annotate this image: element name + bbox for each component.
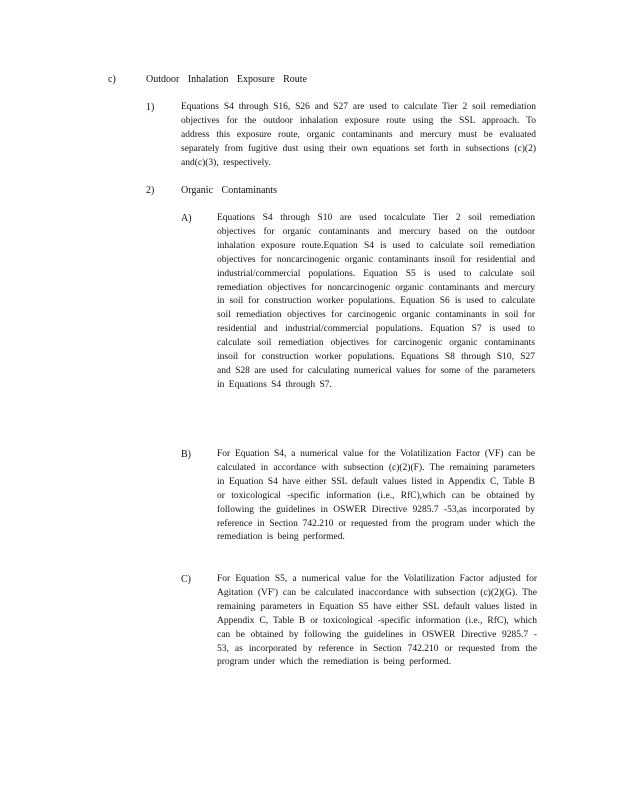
section-c-marker: c)	[108, 74, 116, 85]
item-1-paragraph: Equations S4 through S16, S26 and S27 are used to calculate Tier 2 soil remediation objectives for the outdoor inhalation exposure route using the SSL approach. To address this exposure route, organic contaminants and mercury must be evaluated separately from fugitive dust using their own equations set forth in subsections (c)(2) and(c)(3), respectively.	[181, 102, 536, 168]
section-c-title: Outdoor Inhalation Exposure Route	[146, 74, 308, 85]
item-2-title: Organic Contaminants	[181, 185, 278, 196]
item-c-paragraph: For Equation S5, a numerical value for the Volatilization Factor adjusted for Agitation (VF') can be calculated inaccordance with subsection (c)(2)(G). The remaining parameters in Equation S5 have either SSL default values listed in Appendix C, Table B or toxicological -specific information (i.e., RfC), which can be obtained by following the guidelines in OSWER Directive 9285.7 - 53, as incorporated by reference in Section 742.210 or requested from the program under which the remediation is being performed.	[217, 574, 537, 668]
item-a-marker: A)	[181, 213, 192, 224]
item-2-marker: 2)	[146, 185, 155, 196]
item-a-paragraph: Equations S4 through S10 are used tocalculate Tier 2 soil remediation objectives for organic contaminants and mercury based on the outdoor inhalation exposure route.Equation S4 is used to calculate soil remediation objectives for noncarcinogenic organic contaminants insoil for residential and industrial/commercial populations. Equation S5 is used to calculate soil remediation objectives for noncarcinogenic organic contaminants and mercury in soil for construction worker populations. Equation S6 is used to calculate soil remediation objectives for carcinogenic organic contaminants in soil for residential and industrial/commercial populations. Equation S7 is used to calculate soil remediation objectives for carcinogenic organic contaminants insoil for construction worker populations. Equations S8 through S10, S27 and S28 are used for calculating numerical values for some of the parameters in Equations S4 through S7.	[217, 213, 535, 390]
item-c-marker: C)	[181, 574, 191, 585]
item-b-paragraph: For Equation S4, a numerical value for the Volatilization Factor (VF) can be calculated in accordance with subsection (c)(2)(F). The remaining parameters in Equation S4 have either SSL default values listed in Appendix C, Table B or toxicological -specific information (i.e., RfC),which can be obtained by following the guidelines in OSWER Directive 9285.7 -53,as incorporated by reference in Section 742.210 or requested from the program under which the remediation is being performed.	[217, 449, 535, 543]
item-1-marker: 1)	[146, 102, 155, 113]
item-b-marker: B)	[181, 449, 191, 460]
